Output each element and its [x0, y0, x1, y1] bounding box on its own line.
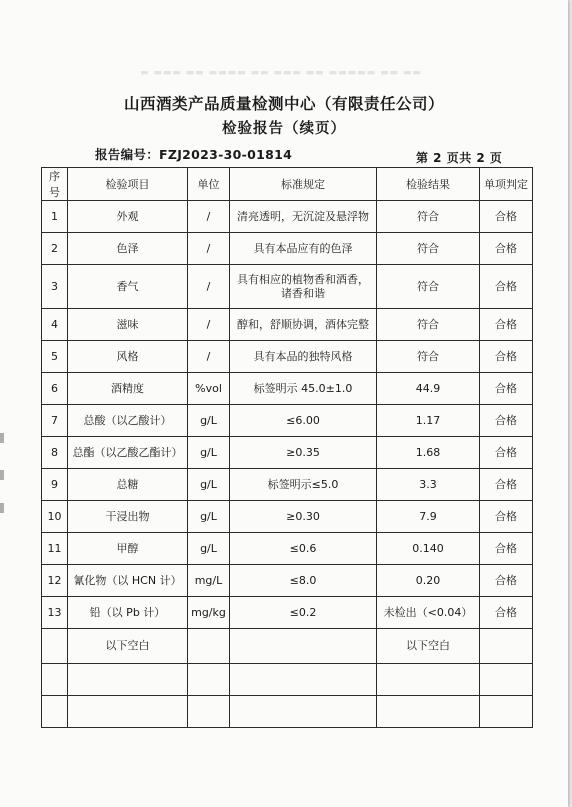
- scan-edge-mark: [0, 470, 4, 480]
- cell-result: 未检出（<0.04）: [377, 597, 480, 629]
- table-row-blank: [42, 629, 533, 664]
- cell-unit: /: [188, 233, 230, 265]
- cell-unit: /: [188, 341, 230, 373]
- table-header-row: [42, 168, 533, 201]
- column-header: 标准规定: [230, 168, 377, 201]
- scan-edge-mark: [0, 503, 4, 513]
- empty-cell: [480, 664, 533, 696]
- inspection-table: [41, 167, 533, 728]
- cell-row-number: 2: [42, 233, 68, 265]
- report-number: 报告编号：FZJ2023-30-01814: [95, 147, 293, 162]
- cell-row-number: 5: [42, 341, 68, 373]
- cell-unit: g/L: [188, 501, 230, 533]
- empty-cell: [68, 696, 188, 728]
- table-row: [42, 565, 533, 597]
- cell-verdict: 合格: [480, 265, 533, 309]
- cell-result: 1.17: [377, 405, 480, 437]
- blank-note-right: 以下空白: [377, 629, 480, 664]
- cell-standard: 具有本品应有的色泽: [230, 233, 377, 265]
- cell-verdict: 合格: [480, 501, 533, 533]
- blank-note-left: 以下空白: [68, 629, 188, 664]
- cell-test-item: 甲醇: [68, 533, 188, 565]
- empty-cell: [230, 664, 377, 696]
- cell-verdict: 合格: [480, 341, 533, 373]
- cell-result: 符合: [377, 201, 480, 233]
- report-title: 检验报告（续页）: [222, 121, 346, 137]
- scan-edge-mark: [0, 433, 4, 443]
- table-row: [42, 501, 533, 533]
- empty-cell: [188, 629, 230, 664]
- cell-unit: g/L: [188, 469, 230, 501]
- cell-standard: ≥0.35: [230, 437, 377, 469]
- table-row: [42, 373, 533, 405]
- cell-result: 1.68: [377, 437, 480, 469]
- cell-standard: ≥0.30: [230, 501, 377, 533]
- cell-verdict: 合格: [480, 309, 533, 341]
- column-header: 检验结果: [377, 168, 480, 201]
- cell-standard: ≤8.0: [230, 565, 377, 597]
- cell-test-item: 总酸（以乙酸计）: [68, 405, 188, 437]
- cell-unit: mg/kg: [188, 597, 230, 629]
- cell-verdict: 合格: [480, 373, 533, 405]
- table-row-empty: [42, 696, 533, 728]
- table-row: [42, 201, 533, 233]
- cell-verdict: 合格: [480, 405, 533, 437]
- cell-unit: g/L: [188, 533, 230, 565]
- cell-row-number: 3: [42, 265, 68, 309]
- table-row: [42, 405, 533, 437]
- cell-test-item: 酒精度: [68, 373, 188, 405]
- cell-test-item: 干浸出物: [68, 501, 188, 533]
- empty-cell: [230, 629, 377, 664]
- cell-row-number: 7: [42, 405, 68, 437]
- cell-row-number: 12: [42, 565, 68, 597]
- cell-verdict: 合格: [480, 597, 533, 629]
- cell-result: 符合: [377, 309, 480, 341]
- table-row: [42, 341, 533, 373]
- cell-test-item: 外观: [68, 201, 188, 233]
- cell-result: 符合: [377, 265, 480, 309]
- column-header: 检验项目: [68, 168, 188, 201]
- cell-unit: /: [188, 265, 230, 309]
- cell-result: 符合: [377, 233, 480, 265]
- cell-standard: 清亮透明，无沉淀及悬浮物: [230, 201, 377, 233]
- empty-cell: [188, 696, 230, 728]
- column-header: 序号: [42, 168, 68, 201]
- cell-unit: g/L: [188, 405, 230, 437]
- table-row: [42, 265, 533, 309]
- table-row: [42, 533, 533, 565]
- cell-test-item: 滋味: [68, 309, 188, 341]
- cell-standard: ≤0.2: [230, 597, 377, 629]
- cell-unit: /: [188, 309, 230, 341]
- empty-cell: [230, 696, 377, 728]
- cell-verdict: 合格: [480, 201, 533, 233]
- empty-cell: [42, 664, 68, 696]
- column-header: 单位: [188, 168, 230, 201]
- cell-verdict: 合格: [480, 469, 533, 501]
- table-row-empty: [42, 664, 533, 696]
- cell-verdict: 合格: [480, 565, 533, 597]
- cell-test-item: 总酯（以乙酸乙酯计）: [68, 437, 188, 469]
- column-header: 单项判定: [480, 168, 533, 201]
- cell-row-number: 4: [42, 309, 68, 341]
- cell-test-item: 铅（以 Pb 计）: [68, 597, 188, 629]
- table-row: [42, 469, 533, 501]
- page-count: 第 2 页共 2 页: [416, 151, 503, 165]
- cell-row-number: 13: [42, 597, 68, 629]
- cell-result: 0.140: [377, 533, 480, 565]
- empty-cell: [480, 696, 533, 728]
- empty-cell: [68, 664, 188, 696]
- empty-cell: [188, 664, 230, 696]
- cell-unit: mg/L: [188, 565, 230, 597]
- cell-standard: 标签明示 45.0±1.0: [230, 373, 377, 405]
- cell-row-number: 6: [42, 373, 68, 405]
- cell-verdict: 合格: [480, 437, 533, 469]
- cell-test-item: 总糖: [68, 469, 188, 501]
- cell-test-item: 氰化物（以 HCN 计）: [68, 565, 188, 597]
- cell-verdict: 合格: [480, 533, 533, 565]
- empty-cell: [377, 664, 480, 696]
- cell-unit: /: [188, 201, 230, 233]
- cell-standard: 醇和，舒顺协调，酒体完整: [230, 309, 377, 341]
- cell-result: 7.9: [377, 501, 480, 533]
- table-row: [42, 437, 533, 469]
- cell-standard: ≤6.00: [230, 405, 377, 437]
- cell-row-number: 1: [42, 201, 68, 233]
- cell-unit: g/L: [188, 437, 230, 469]
- cell-standard: 具有相应的植物香和酒香，诸香和谐: [230, 265, 377, 309]
- cell-standard: 具有本品的独特风格: [230, 341, 377, 373]
- org-title: 山西酒类产品质量检测中心（有限责任公司）: [123, 95, 444, 113]
- faint-watermark: ▬ ▬▬▬ ▬▬ ▬▬▬▬ ▬▬ ▬▬▬ ▬▬ ▬▬▬▬▬ ▬▬ ▬▬: [140, 68, 422, 78]
- cell-row-number: 11: [42, 533, 68, 565]
- empty-cell: [480, 629, 533, 664]
- cell-result: 44.9: [377, 373, 480, 405]
- cell-result: 0.20: [377, 565, 480, 597]
- cell-standard: ≤0.6: [230, 533, 377, 565]
- cell-test-item: 色泽: [68, 233, 188, 265]
- cell-unit: %vol: [188, 373, 230, 405]
- cell-row-number: 9: [42, 469, 68, 501]
- table-row: [42, 233, 533, 265]
- cell-standard: 标签明示≤5.0: [230, 469, 377, 501]
- cell-result: 符合: [377, 341, 480, 373]
- table-row: [42, 597, 533, 629]
- cell-verdict: 合格: [480, 233, 533, 265]
- cell-test-item: 风格: [68, 341, 188, 373]
- cell-test-item: 香气: [68, 265, 188, 309]
- empty-cell: [42, 696, 68, 728]
- table-row: [42, 309, 533, 341]
- cell-row-number: 10: [42, 501, 68, 533]
- empty-cell: [377, 696, 480, 728]
- cell-result: 3.3: [377, 469, 480, 501]
- cell-row-number: 8: [42, 437, 68, 469]
- empty-cell: [42, 629, 68, 664]
